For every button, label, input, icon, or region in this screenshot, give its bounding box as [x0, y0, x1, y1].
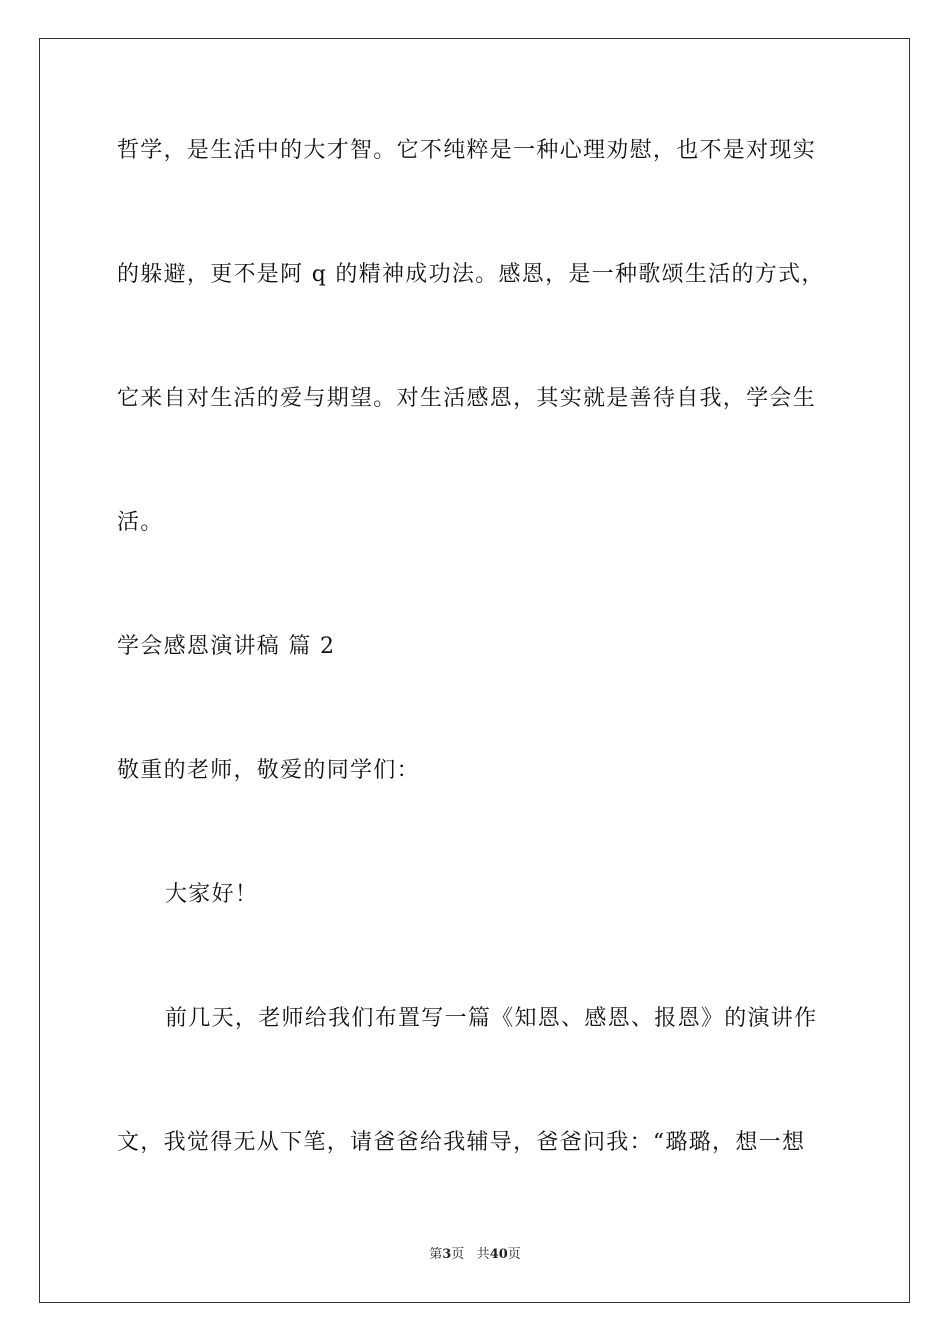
footer-page-suffix: 页	[451, 1247, 465, 1262]
footer-total-suffix: 页	[507, 1247, 521, 1262]
body-text-line: 它来自对生活的爱与期望。对生活感恩，其实就是善待自我，学会生	[117, 386, 817, 411]
section-heading: 学会感恩演讲稿 篇 2	[117, 634, 336, 659]
body-text-line: 的躲避，更不是阿 q 的精神成功法。感恩，是一种歌颂生活的方式，	[117, 262, 825, 287]
greeting: 大家好！	[165, 882, 259, 907]
footer-page-prefix: 第	[429, 1247, 443, 1262]
body-text-line: 前几天，老师给我们布置写一篇《知恩、感恩、报恩》的演讲作	[165, 1006, 818, 1031]
page-border	[39, 38, 910, 1303]
page-footer	[0, 1246, 950, 1264]
body-text-line: 活。	[117, 510, 164, 535]
body-text-line: 哲学，是生活中的大才智。它不纯粹是一种心理劝慰，也不是对现实	[117, 138, 817, 163]
salutation: 敬重的老师，敬爱的同学们：	[117, 758, 420, 783]
footer-total-pages: 40	[489, 1247, 508, 1262]
body-text-line: 文，我觉得无从下笔，请爸爸给我辅导，爸爸问我：“璐璐，想一想	[117, 1130, 806, 1155]
footer-total-prefix: 共	[476, 1247, 490, 1262]
footer-page-number: 3	[442, 1247, 452, 1262]
